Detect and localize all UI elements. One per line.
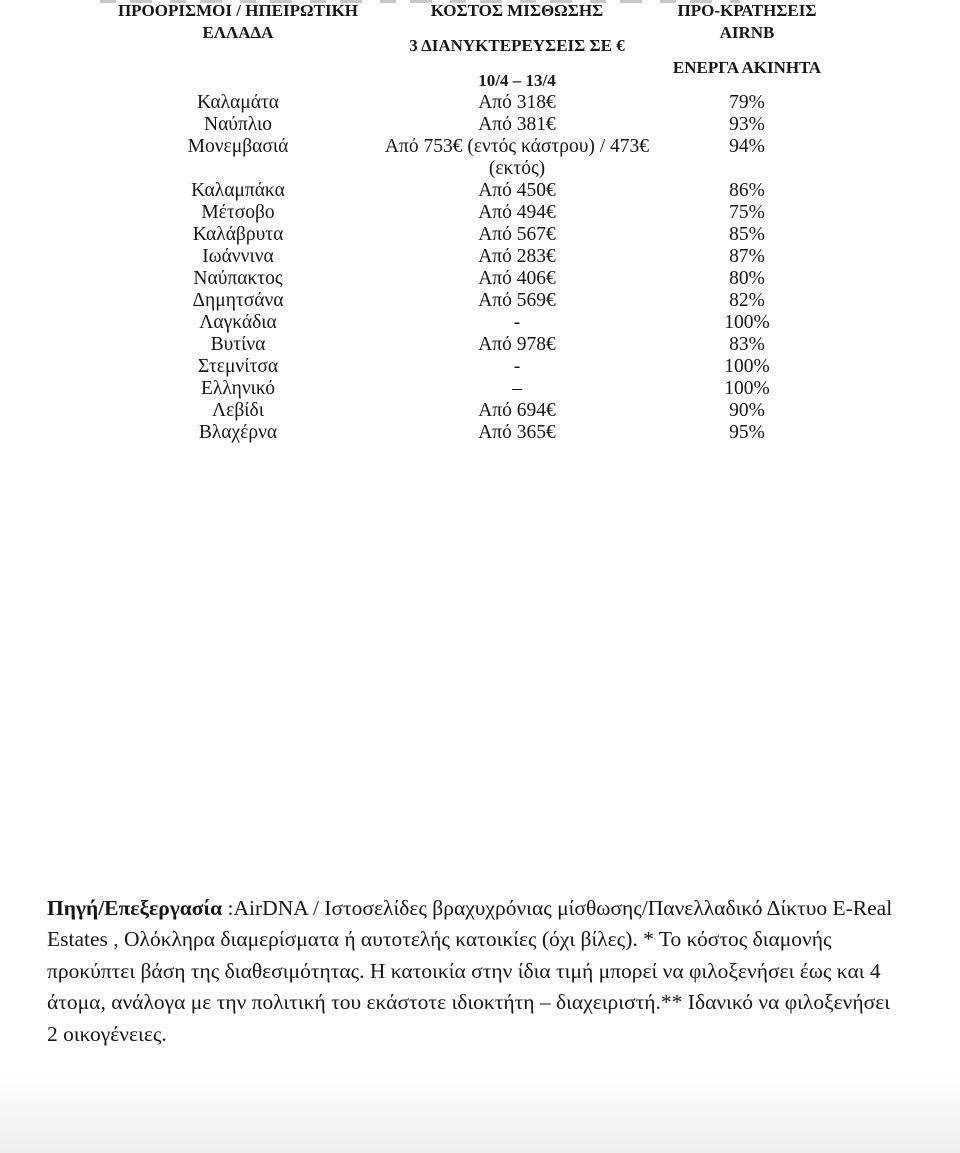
source-note-label: Πηγή/Επεξεργασία [47,895,223,920]
cost-cell: Από 450€ [478,180,556,201]
table-row [110,202,826,224]
header-destinations-text: ΠΡΟΟΡΙΣΜΟΙ / ΗΠΕΙΡΩΤΙΚΗ ΕΛΛΑΔΑ [117,1,359,42]
header-destinations [110,0,366,92]
cost-cell: - [513,356,521,377]
cost-cell: Από 283€ [478,246,556,267]
bookings-cell: 75% [729,202,765,223]
header-bookings-line1: ΠΡΟ-ΚΡΑΤΗΣΕΙΣ AIRNB [677,1,817,42]
destination-cell: Καλάβρυτα [192,224,284,245]
destination-cell: Καλαμπάκα [191,180,285,201]
table-row [110,400,826,422]
cost-cell: Από 569€ [478,290,556,311]
destination-cell: Βλαχέρνα [198,422,278,443]
cost-cell: Από 318€ [478,92,556,113]
bookings-cell: 79% [729,92,765,113]
header-cost-line2: 3 ΔΙΑΝΥΚΤΕΡΕΥΣΕΙΣ ΣΕ € [409,36,625,55]
destination-cell: Ναύπλιο [203,114,272,135]
header-bookings [668,0,826,92]
table-header [110,0,826,92]
cost-cell: Από 494€ [478,202,556,223]
table-row [110,92,826,114]
table-row [110,334,826,356]
destination-cell: Στεμνίτσα [197,356,279,377]
table-row [110,312,826,334]
destination-cell: Λαγκάδια [199,312,277,333]
bookings-cell: 100% [724,356,770,377]
table-row [110,268,826,290]
table-row [110,422,826,444]
destination-cell: Δημητσάνα [192,290,284,311]
source-note-text: :AirDNA / Ιστοσελίδες βραχυχρόνιας μίσθωσης/Πανελλαδικό Δίκτυο E-Real Estates , Ολόκληρα διαμερίσματα ή αυτοτελής κατοικίες (όχι βίλες). * Το κόστος διαμονής προκύπτει βάση της διαθεσιμότητας. Η κατοικία στην ίδια τιμή μπορεί να φιλοξενήσει έως και 4 άτομα, ανάλογα με την πολιτική του εκάστοτε ιδιοκτήτη – διαχειριστή.** Ιδανικό να φιλοξενήσει 2 οικογένειες. [47,895,893,1046]
destination-cell: Λεβίδι [212,400,264,421]
cost-cell: Από 567€ [478,224,556,245]
destination-cell: Μονεμβασιά [187,136,289,157]
destination-cell: Βυτίνα [210,334,266,355]
bookings-cell: 94% [729,136,765,157]
table-row [110,246,826,268]
cost-cell: Από 694€ [478,400,556,421]
header-cost-line3: 10/4 – 13/4 [478,71,556,90]
destination-cell: Ναύπακτος [193,268,283,289]
bookings-cell: 82% [729,290,765,311]
cost-cell: Από 365€ [478,422,556,443]
bookings-cell: 95% [729,422,765,443]
header-cost-line1: ΚΟΣΤΟΣ ΜΙΣΘΩΣΗΣ [430,1,604,20]
bookings-cell: 87% [729,246,765,267]
cost-cell: Από 978€ [478,334,556,355]
bookings-cell: 85% [729,224,765,245]
header-bookings-line2: ΕΝΕΡΓΑ ΑΚΙΝΗΤΑ [672,58,822,77]
header-row [110,0,826,92]
destination-cell: Μέτσοβο [201,202,275,223]
bottom-gray-band [0,1077,960,1153]
table-row [110,180,826,202]
destination-cell: Καλαμάτα [197,92,279,113]
header-cost [366,0,668,92]
cost-cell: Από 406€ [478,268,556,289]
cost-cell: Από 753€ (εντός κάστρου) / 473€ (εκτός) [384,136,650,179]
table-row [110,378,826,400]
table-body [110,92,826,444]
bookings-cell: 90% [729,400,765,421]
cost-cell: Από 381€ [478,114,556,135]
bookings-cell: 86% [729,180,765,201]
table-row [110,224,826,246]
rates-table [110,0,826,444]
table-row [110,356,826,378]
source-note [47,893,900,1051]
bookings-cell: 83% [729,334,765,355]
bookings-cell: 80% [729,268,765,289]
cost-cell: – [512,378,522,399]
table-row [110,114,826,136]
destination-cell: Ελληνικό [200,378,276,399]
bookings-cell: 100% [724,378,770,399]
bookings-cell: 93% [729,114,765,135]
table-row [110,290,826,312]
destination-cell: Ιωάννινα [202,246,274,267]
table-row [110,136,826,180]
cost-cell: - [513,312,521,333]
bookings-cell: 100% [724,312,770,333]
